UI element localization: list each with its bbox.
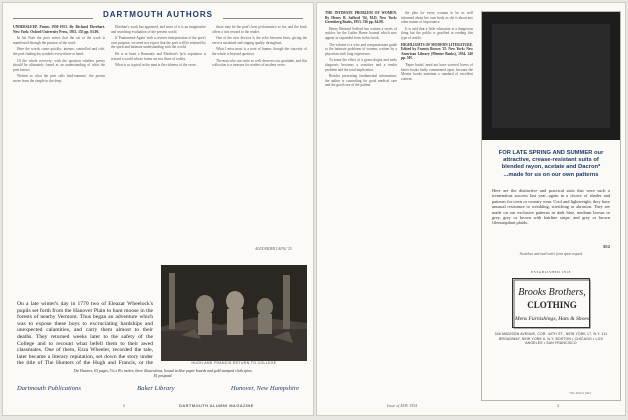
- publisher-bar: [17, 383, 299, 393]
- review-column-1: [13, 25, 105, 253]
- paragraph: What I miss most is a note of humor, though the sincerity of the whole is beyond question.: [212, 47, 307, 56]
- ad-photo: [482, 12, 620, 140]
- ad-note: Swatches and mail order form upon request: [519, 252, 583, 256]
- review-column-4: [325, 11, 397, 399]
- paragraph: One of the new devices is the echo between lines, giving the verse a sustained and singing quality throughout.: [212, 36, 307, 45]
- review-heading: THE INTIMATE PROBLEM OF WOMEN. By Henry B. Safford '04, M.D. New York: Greenberg Books, 1953. 336 pp. $4.00.: [325, 11, 397, 25]
- brooks-brothers-logo: [512, 278, 590, 328]
- review-column-3: [212, 25, 307, 253]
- review-column-2: [111, 25, 206, 253]
- review-heading: HIGHLIGHTS OF MODERN LITERATURE. Edited by Francis Brown '25. New York: New American Library (Mentor Books), 1954. 240 pp. 50¢.: [401, 42, 473, 61]
- logo-line-2: CLOTHING: [527, 300, 577, 310]
- paragraph: Written as what the poet calls 'mid-summer', the poems move from the simple to the deep.: [13, 74, 105, 83]
- magazine-name: DARTMOUTH ALUMNI MAGAZINE: [179, 403, 254, 408]
- paragraph: Eberhart's work has appeared, and most of it is an imaginative and searching evaluation of the present world.: [111, 25, 206, 34]
- page-number: 2: [123, 403, 126, 408]
- paragraph: Of the whole recovery; with the question whether poetry should be ultimately found as an understanding of what the poet knows.: [13, 58, 105, 72]
- right-page: [316, 2, 626, 416]
- left-page: [2, 2, 314, 416]
- logo-line-1: Brooks Brothers,: [518, 287, 586, 298]
- paragraph: He is at heart a Romantic and Eberhart's lyric aspiration is toward a world whose forms are not those of reality.: [111, 51, 206, 61]
- ad-photo-frame: [492, 24, 610, 128]
- figure-caption: HUGH AND FRANCIS RETURN TO COLLEGE: [191, 361, 277, 365]
- logo-graphic: [513, 279, 591, 329]
- review-heading: UNDERSLEEP. Poems 1950-1953. By Richard Eberhart. New York: Oxford University Press, 1953. 155 pp. $3.00.: [13, 25, 105, 34]
- ad-body: Here are the distinctive and practical suits that were such a tremendous success last year...again in a choice of shades and patterns for town or country wear. Cool and lightweight, they have unusual resistance to wrinkling, stretching or abrasion. They are made on our exclusive patterns in dark blue, medium brown or grey, grey or brown with hairline stripe, and grey or brown Glenurquhart plaids.: [492, 188, 610, 226]
- ad-price: $52: [603, 244, 610, 249]
- paragraph: Besides presenting fundamental information, the author is counseling for good medical care and the good care of the patient.: [325, 74, 397, 88]
- paragraph: those may be the poet's best performance so far, and the book offers a rich reward to the reader.: [212, 25, 307, 34]
- publisher-name: Dartmouth Publications: [17, 384, 81, 392]
- paragraph: Here the words come quickly: intense, controlled and rich, the poet finding his symbols everywhere at hand.: [13, 47, 105, 56]
- paragraph: In his Note the poet writes that the art of the work is manifested through the passion of the word.: [13, 36, 105, 45]
- illustration: [161, 265, 307, 361]
- feature-article-text: On a late winter's day in 1770 two of Eleazar Wheelock's pupils set forth from the Hanover Plain to hunt moose in the forests of nearby Vermont. Thus began an adventure which was to expose these boys to excruciating hardships and unexpected calamities, and carry them almost to their deaths. They returned weeks later to the safety of the College and to recount what befell them to their awed classmates. One of them, Ezra Wheeler, recorded the tale, later became a literary reputation, set down the story under the title of The Hunters of the Hugh and Francis, or the: [17, 301, 153, 365]
- paragraph: To some the effect of a gynecologist and early diagnosis becomes a sensitive and a tender problem and the total implication.: [325, 58, 397, 72]
- paragraph: The volume is a wise and compassionate guide to the intimate problems of women, written by a physician with long experience.: [325, 42, 397, 56]
- section-title: DARTMOUTH AUTHORS: [93, 9, 223, 21]
- publisher-location: Hanover, New Hampshire: [230, 384, 299, 392]
- paragraph: If 'Pantomime Again' with a severer interpretation of the poet's own purpose, we need not expect that the poet will be retained by the spirit and intimate understanding with the world.: [111, 36, 206, 50]
- paragraph: The man who can write so well deserves our gratitude, and this collection is a treasure for readers of modern verse.: [212, 58, 307, 68]
- reviewer-signoff: ALEXANDER LAING '25: [255, 247, 292, 251]
- review-column-5: [401, 11, 473, 399]
- woodcut-illustration: [161, 265, 307, 361]
- ad-footnote: *Du Pont's fiber: [569, 391, 592, 395]
- ad-established: ESTABLISHED 1818: [531, 270, 571, 274]
- paragraph: It is said that a little education is a dangerous thing but the public is gratified in reading this type of article.: [401, 26, 473, 40]
- issue-date: Issue of MAY 1954: [387, 403, 418, 408]
- ad-address: 346 MADISON AVENUE, COR. 44TH ST., NEW YORK 17, N.Y. 111 BROADWAY, NEW YORK 6, N.Y. BOSTON • CHICAGO • LOS ANGELES • SAN FRANCISCO: [494, 332, 608, 346]
- page-number: 3: [557, 403, 560, 408]
- publisher-library: Baker Library: [137, 384, 175, 392]
- paragraph: What is so typical in the man is the richness of the verse.: [115, 63, 197, 68]
- ad-headline: FOR LATE SPRING AND SUMMER our attractive, crease-resistant suits of blended rayon, acetate and Dacron* ...made for us on our own patterns: [498, 150, 604, 178]
- paragraph: the plea for every woman to be as well informed about her own body as she is about any other matter of importance.: [401, 11, 473, 25]
- book-note: The Hunters, 65 pages, 5¼ x 8¼ inches, three illustrations, bound in blue paper boards and gold stamped cloth spine, $1 postpaid.: [73, 369, 253, 378]
- logo-line-3: Mens Furnishings, Hats & Shoes: [514, 316, 590, 322]
- paragraph: 'Paper books' need not have worried lovers of better books lately commented upon, because the Mentor books maintain a standard of excellent content.: [401, 62, 473, 81]
- advertisement: [481, 11, 621, 401]
- paragraph: Henry Bernard Safford has written a series of articles for the Ladies Home Journal which now appear in expanded form in this book.: [325, 26, 397, 40]
